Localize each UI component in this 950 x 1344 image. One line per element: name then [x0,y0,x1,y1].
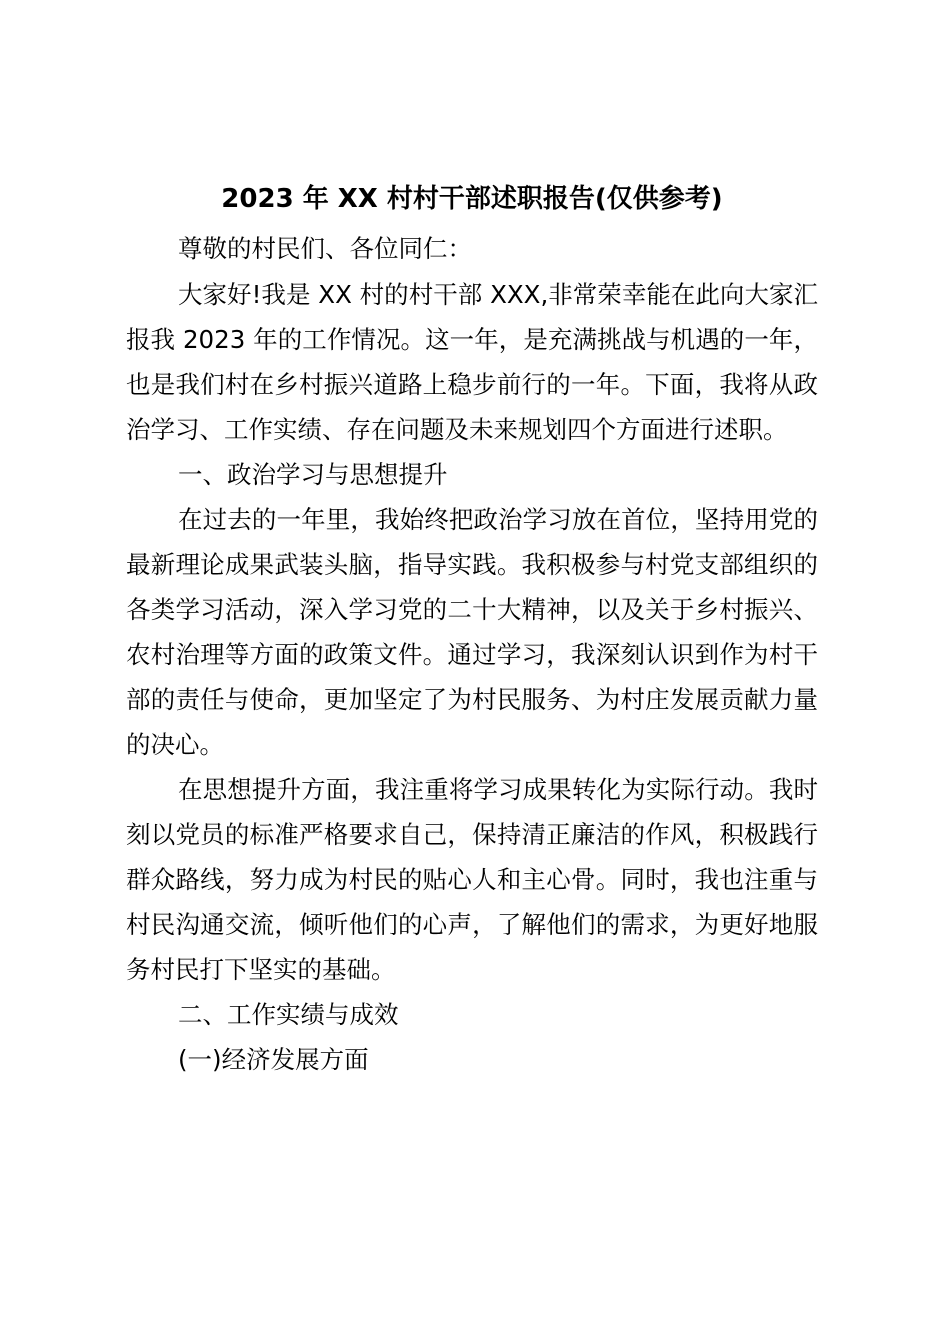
paragraph-political-study: 在过去的一年里，我始终把政治学习放在首位，坚持用党的最新理论成果武装头脑，指导实践。我积极参与村党支部组织的各类学习活动，深入学习党的二十大精神，以及关于乡村振兴、农村治理等方面的政策文件。通过学习，我深刻认识到作为村干部的责任与使命，更加坚定了为村民服务、为村庄发展贡献力量的决心。 [126,505,818,759]
section-heading-work-results: 二、工作实绩与成效 [178,1000,399,1029]
document-title: 2023 年 XX 村村干部述职报告(仅供参考) [221,184,723,214]
section-heading-political-study: 一、政治学习与思想提升 [178,460,448,489]
subsection-heading-economic-development: (一)经济发展方面 [178,1045,369,1074]
paragraph-thought-improvement: 在思想提升方面，我注重将学习成果转化为实际行动。我时刻以党员的标准严格要求自己，保持清正廉洁的作风，积极践行群众路线，努力成为村民的贴心人和主心骨。同时，我也注重与村民沟通交流，倾听他们的心声，了解他们的需求，为更好地服务村民打下坚实的基础。 [126,775,818,984]
intro-paragraph: 大家好!我是 XX 村的村干部 XXX,非常荣幸能在此向大家汇报我 2023 年的工作情况。这一年，是充满挑战与机遇的一年，也是我们村在乡村振兴道路上稳步前行的一年。下面，我将从政治学习、工作实绩、存在问题及未来规划四个方面进行述职。 [126,280,818,444]
document-page [126,172,818,1082]
greeting: 尊敬的村民们、各位同仁： [178,234,472,263]
